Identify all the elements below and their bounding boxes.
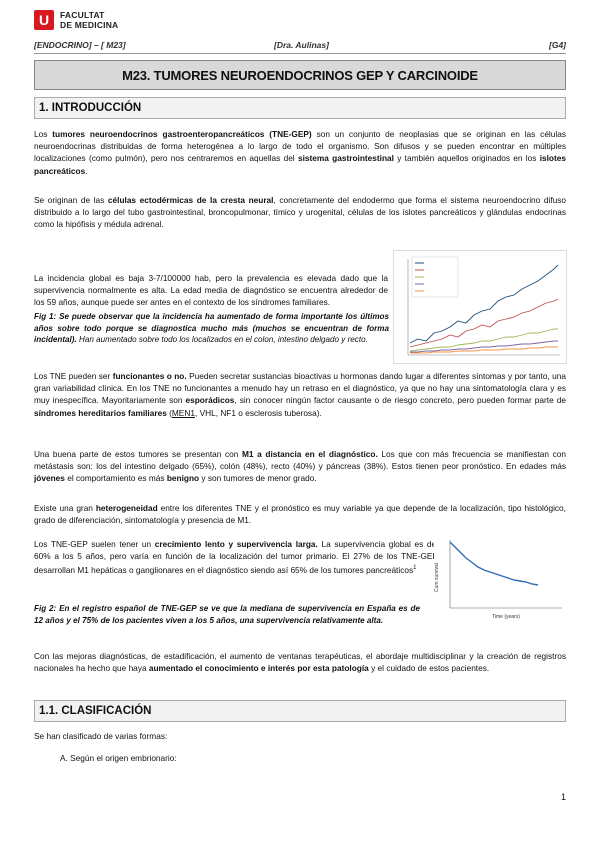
figure-2-caption: Fig 2: En el registro español de TNE-GEP se ve que la mediana de supervivencia en España es de 12 años y el 75% de los pacientes viven a los 5 años, una supervivencia relativamente alta. xyxy=(34,604,420,625)
section-heading-intro: 1. INTRODUCCIÓN xyxy=(34,97,566,119)
survival-x-label: Time (years) xyxy=(492,614,520,620)
figure-1-caption: Fig 1: Se puede observar que la incidencia ha aumentado de forma importante los últimos años sobre todo porque se diagnostica mucho más (muchos se encuentran de forma incidental). Han aumentado sobre todo los localizados en el colon, intestino delgado y recto. xyxy=(34,312,389,344)
paragraph-2: Se originan de las células ectodérmicas de la cresta neural, concretamente del endodermo que forma el sistema neuroendocrino difuso distribuido a lo largo del tubo gastrointestinal, broncopulmonar, tímico y urogenital, células de los islotes pancreáticos y glándulas endocrinas como la hipófisis y médula adrenal. xyxy=(34,195,566,230)
list-item-a: A. Según el origen embrionario: xyxy=(60,753,177,763)
header-right: [G4] xyxy=(549,40,566,50)
paragraph-1: Los tumores neuroendocrinos gastroenteropancreáticos (TNE-GEP) son un conjunto de neoplasias que se originan en las células neuroendocrinas distribuidas de forma heterogénea a lo largo de todo el organismo. Son difusos y se pueden encontrar en múltiples localizaciones (como pulmón), pero nos centraremos en aquellas del sistema gastrointestinal y también aquellos originados en los islotes pancreáticos. xyxy=(34,129,566,176)
paragraph-3: La incidencia global es baja 3-7/100000 hab, pero la prevalencia es elevada dado que la supervivencia normalmente es alta. La edad media de diagnóstico se encuentra alrededor de los 59 años, aunque puede ser antes en el contexto de los síndromes familiares. xyxy=(34,273,388,308)
paragraph-9: Se han clasificado de varias formas: xyxy=(34,731,168,741)
faculty-logo xyxy=(34,10,118,30)
figure-2-survival-chart xyxy=(434,536,566,620)
section-heading-classification: 1.1. CLASIFICACIÓN xyxy=(34,700,566,722)
page-number: 1 xyxy=(560,792,566,802)
header-divider xyxy=(34,53,566,54)
paragraph-4: Los TNE pueden ser funcionantes o no. Pueden secretar sustancias bioactivas u hormonas dando lugar a diferentes síntomas y por tanto, una gran variabilidad clínica. En los TNE no funcionantes a menudo hay un retraso en el diagnóstico, ya que no hay una sintomatología clara y es muy inespecífica. Mayoritariamente son esporádicos, sin conocer ningún factor causante o de riesgo concreto, pero pueden formar parte de síndromes hereditarios familiares (MEN1, VHL, NF1 o esclerosis tuberosa). xyxy=(34,371,566,418)
paragraph-8: Con las mejoras diagnósticas, de estadificación, el aumento de ventanas terapéuticas, el abordaje multidisciplinar y la creación de registros nacionales ha hecho que haya aumentado el conocimiento e interés por esta patología y el cuidado de estos pacientes. xyxy=(34,651,566,674)
paragraph-7: Los TNE-GEP suelen tener un crecimiento lento y supervivencia larga. La supervivencia global es del 60% a los 5 años, pero varía en función de la localización del tumor primario. El 27% de los TNE-GEP desarrollan M1 hepáticas o ganglionares en el diagnóstico siendo así 65% de los tumores pancreáticos$^1$ xyxy=(34,539,438,576)
document-title: M23. TUMORES NEUROENDOCRINOS GEP Y CARCINOIDE xyxy=(34,60,566,90)
figure-1-incidence-chart xyxy=(393,250,567,364)
survival-curve xyxy=(450,542,538,585)
paragraph-6: Existe una gran heterogeneidad entre los diferentes TNE y el pronóstico es muy variable ya que depende de la localización, tipo histológico, grado de diferenciación, sintomatología y presencia de M1. xyxy=(34,503,566,526)
logo-line1: FACULTAT xyxy=(60,10,105,20)
survival-y-label: Cum survival xyxy=(434,563,440,592)
header-left: [ENDOCRINO] – [ M23] xyxy=(34,40,126,50)
logo-line2: DE MEDICINA xyxy=(60,20,119,30)
header-center: [Dra. Aulinas] xyxy=(274,40,329,50)
paragraph-5: Una buena parte de estos tumores se presentan con M1 a distancia en el diagnóstico. Los que con más frecuencia se manifiestan con metástasis son: los del intestino delgado (65%), colón (48%), recto (40%) y páncreas (38%). Estos tienen peor pronóstico. En edades más jóvenes el comportamiento es más benigno y son tumores de menor grado. xyxy=(34,449,566,484)
page-header xyxy=(34,40,566,52)
university-logo-icon: U xyxy=(34,10,54,30)
